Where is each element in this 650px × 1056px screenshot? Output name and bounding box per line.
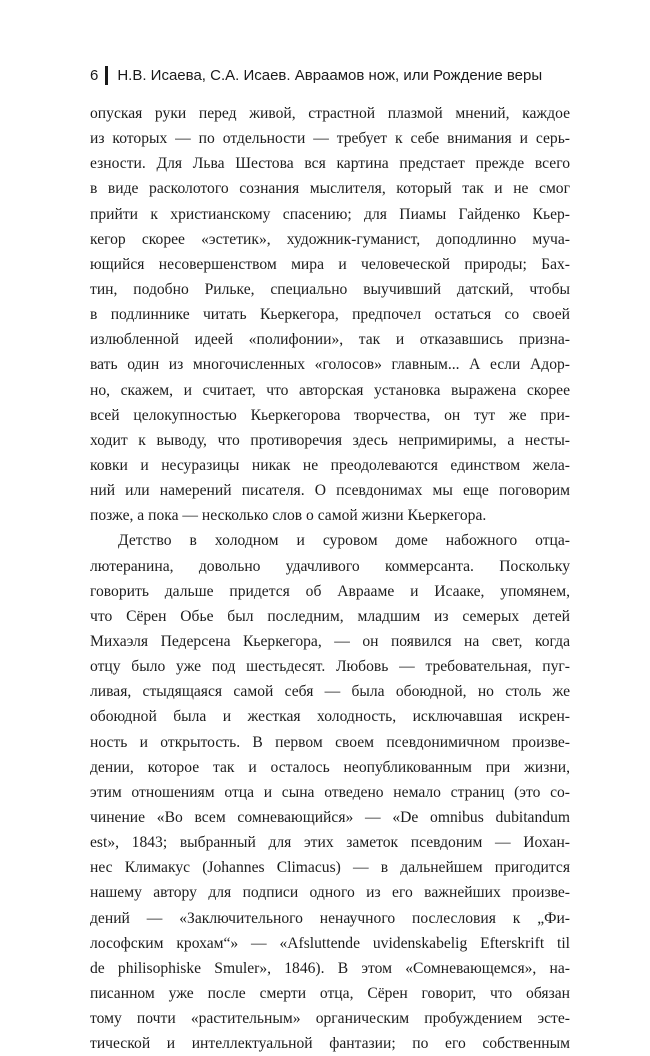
paragraph <box>90 528 570 1056</box>
text-line: ливая, стыдящаяся самой себя — была обоюдной, но столь же <box>90 683 570 701</box>
text-line: ходит к выводу, что противоречия здесь непримиримы, а несты- <box>90 431 570 449</box>
text-line: всей целокупностью Кьеркегорова творчества, он тут же при- <box>90 406 570 424</box>
text-line: этим отношениям отца и сына отведено немало страниц (это со- <box>90 783 570 801</box>
text-line: ющийся несовершенством мира и человеческой природы; Бах- <box>90 255 570 273</box>
paragraph <box>90 101 570 528</box>
text-line: излюбленной идеей «полифонии», так и отказавшись призна- <box>90 331 570 349</box>
text-line: Детство в холодном и суровом доме набожного отца- <box>118 532 570 550</box>
text-line: писанном уже после смерти отца, Сёрен говорит, что обязан <box>90 984 570 1002</box>
text-line: позже, а пока — несколько слов о самой жизни Кьеркегора. <box>90 507 487 525</box>
running-header <box>90 66 570 85</box>
text-line: лютеранина, довольно удачливого коммерсанта. Поскольку <box>90 557 570 575</box>
text-line: дений — «Заключительного ненаучного послесловия к „Фи- <box>90 909 570 927</box>
body-text <box>90 101 570 1056</box>
running-title: Н.В. Исаева, С.А. Исаев. Авраамов нож, или Рождение веры <box>117 67 543 84</box>
text-line: лософским крохам“» — «Afsluttende uvidenskabelig Efterskrift til <box>90 934 570 952</box>
text-line: ний или намерений писателя. О псевдонимах мы еще поговорим <box>90 482 570 500</box>
text-line: прийти к христианскому спасению; для Пиамы Гайденко Кьер- <box>90 205 570 223</box>
text-line: в виде расколотого сознания мыслителя, который так и не смог <box>90 180 570 198</box>
header-separator <box>105 66 108 85</box>
text-line: что Сёрен Обье был последним, младшим из семерых детей <box>90 607 570 625</box>
text-line: говорить дальше придется об Аврааме и Исааке, упомянем, <box>90 582 570 600</box>
text-line: из которых — по отдельности — требует к себе внимания и серь- <box>90 130 570 148</box>
text-line: обоюдной была и жесткая холодность, исключавшая искрен- <box>90 708 570 726</box>
text-line: опуская руки перед живой, страстной плазмой мнений, каждое <box>90 105 570 122</box>
text-line: езности. Для Льва Шестова вся картина предстает прежде всего <box>90 155 570 173</box>
text-line: вать один из многочисленных «голосов» главным... А если Адор- <box>90 356 570 374</box>
text-line: de philisophiske Smuler», 1846). В этом «Сомневающемся», на- <box>90 959 570 977</box>
text-line: тин, подобно Рильке, специально выучивший датский, чтобы <box>90 280 570 298</box>
text-line: тому почти «растительным» органическим пробуждением эсте- <box>90 1010 570 1028</box>
text-line: ность и открытость. В первом своем псевдонимичном произве- <box>90 733 570 751</box>
text-line: тической и интеллектуальной фантазии; по его собственным <box>90 1035 570 1053</box>
text-line: ковки и несуразицы никак не преодолеваются единством жела- <box>90 456 570 474</box>
text-line: дении, которое так и осталось неопубликованным при жизни, <box>90 758 570 776</box>
text-line: чинение «Во всем сомневающийся» — «De omnibus dubitandum <box>90 808 570 826</box>
text-line: кегор скорее «эстетик», художник-гуманист, доподлинно муча- <box>90 230 570 248</box>
text-line: est», 1843; выбранный для этих заметок псевдоним — Иохан- <box>90 834 570 852</box>
text-line: но, скажем, и считает, что авторская установка выражена скорее <box>90 381 570 399</box>
page-number: 6 <box>90 67 99 84</box>
text-line: нес Климакус (Johannes Climacus) — в дальнейшем пригодится <box>90 859 570 877</box>
text-line: отцу было уже под шестьдесят. Любовь — требовательная, пуг- <box>90 658 570 676</box>
text-line: в подлиннике читать Кьеркегора, предпочел остаться со своей <box>90 306 570 324</box>
text-line: нашему автору для подписи одного из его важнейших произве- <box>90 884 570 902</box>
text-line: Михаэля Педерсена Кьеркегора, — он появился на свет, когда <box>90 632 570 650</box>
